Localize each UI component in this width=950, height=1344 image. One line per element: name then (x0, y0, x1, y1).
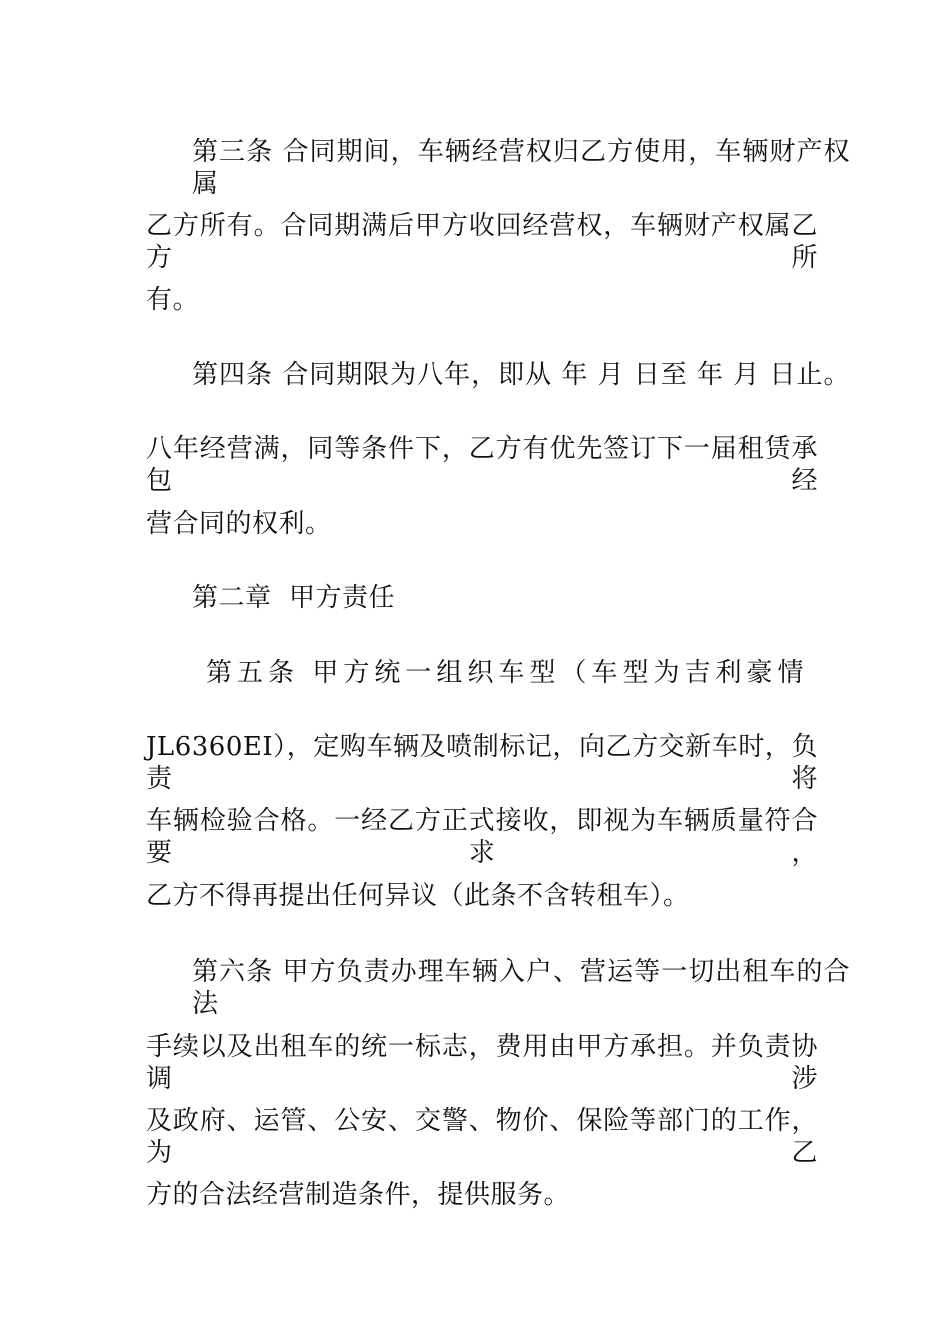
article-4-line-1: 第四条 合同期限为八年，即从 年 月 日至 年 月 日止。 (192, 360, 850, 390)
article-3-line-3: 有。 (146, 285, 200, 315)
article-4-line-3: 营合同的权利。 (146, 509, 332, 539)
article-5-line-4: 乙方不得再提出任何异议（此条不含转租车）。 (146, 881, 690, 911)
article-3-line-1: 第三条 合同期间，车辆经营权归乙方使用，车辆财产权属 (192, 137, 850, 199)
article-4-line-2: 八年经营满，同等条件下，乙方有优先签订下一届租赁承包经 (146, 434, 818, 496)
article-6-line-2: 手续以及出租车的统一标志，费用由甲方承担。并负责协调涉 (146, 1032, 818, 1094)
chapter-heading: 第二章 甲方责任 (192, 583, 396, 613)
article-3-line-2: 乙方所有。合同期满后甲方收回经营权，车辆财产权属乙方所 (146, 211, 818, 273)
article-6-line-4: 方的合法经营制造条件，提供服务。 (146, 1180, 571, 1210)
article-6-line-1: 第六条 甲方负责办理车辆入户、营运等一切出租车的合法 (192, 957, 850, 1019)
article-5-line-3: 车辆检验合格。一经乙方正式接收，即视为车辆质量符合要求， (146, 806, 818, 868)
article-5-line-1: 第五条 甲方统一组织车型（车型为吉利豪情 (206, 658, 804, 688)
article-5-line-2: JL6360EI），定购车辆及喷制标记，向乙方交新车时，负责将 (146, 732, 818, 794)
article-6-line-3: 及政府、运管、公安、交警、物价、保险等部门的工作，为乙 (146, 1106, 818, 1168)
